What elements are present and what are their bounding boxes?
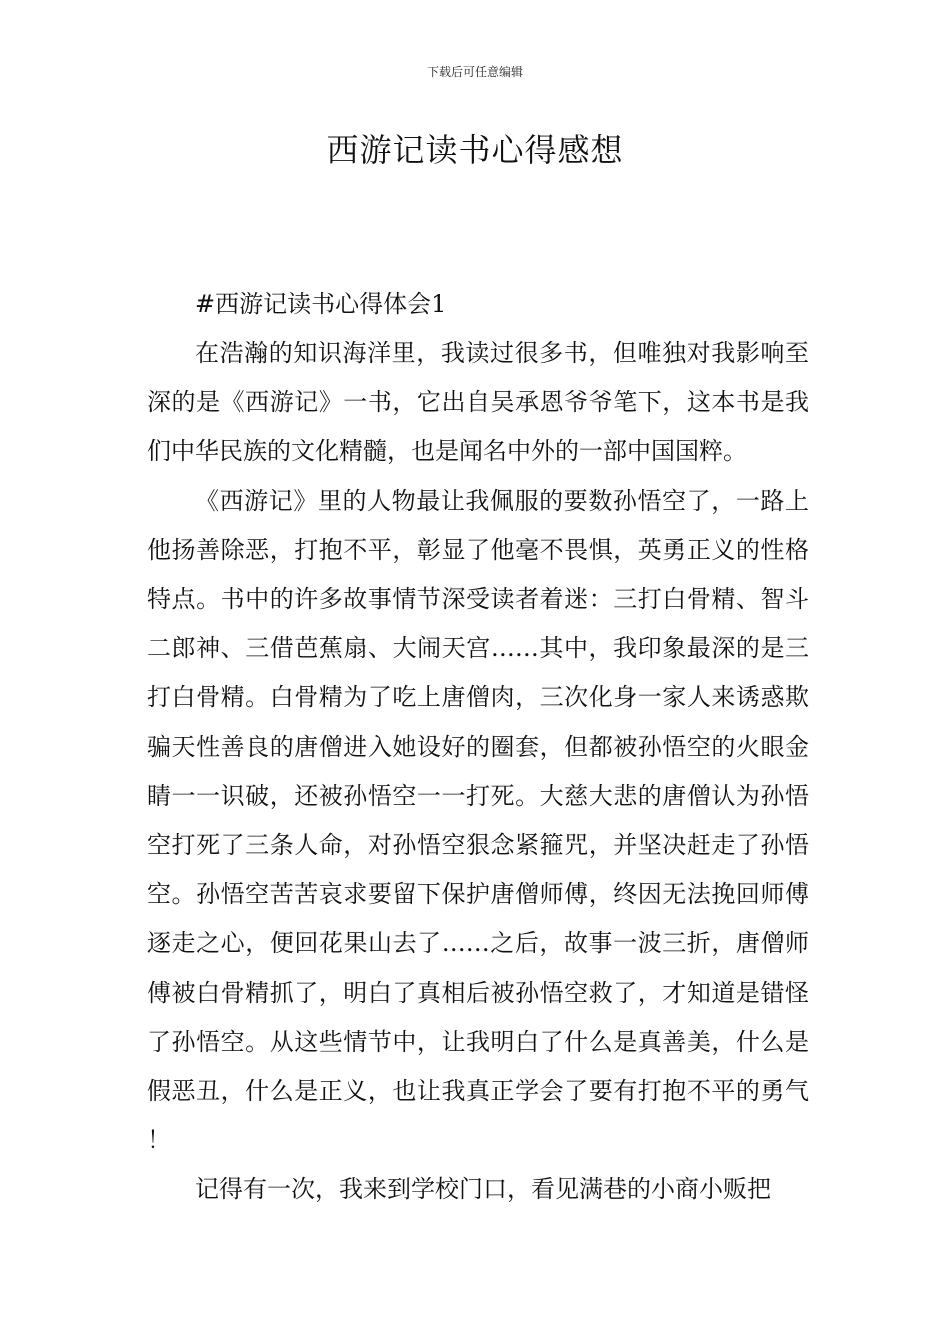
document-title: 西游记读书心得感想: [326, 131, 624, 169]
paragraph-1: 在浩瀚的知识海洋里，我读过很多书，但唯独对我影响至深的是《西游记》一书，它出自吴承恩爷爷笔下，这本书是我们中华民族的文化精髓，也是闻名中外的一部中国国粹。: [147, 339, 809, 466]
header-note: 下载后可任意编辑: [426, 65, 523, 79]
paragraph-3: 记得有一次，我来到学校门口，看见满巷的小商小贩把: [195, 1175, 771, 1204]
paragraph-2: 《西游记》里的人物最让我佩服的要数孙悟空了，一路上他扬善除恶，打抱不平，彰显了他毫不畏惧，英勇正义的性格特点。书中的许多故事情节深受读者着迷：三打白骨精、智斗二郎神、三借芭蕉扇、大闹天宫……其中，我印象最深的是三打白骨精。白骨精为了吃上唐僧肉，三次化身一家人来诱惑欺骗天性善良的唐僧进入她设好的圈套，但都被孙悟空的火眼金睛一一识破，还被孙悟空一一打死。大慈大悲的唐僧认为孙悟空打死了三条人命，对孙悟空狠念紧箍咒，并坚决赶走了孙悟空。孙悟空苦苦哀求要留下保护唐僧师傅，终因无法挽回师傅逐走之心，便回花果山去了……之后，故事一波三折，唐僧师傅被白骨精抓了，明白了真相后被孙悟空救了，才知道是错怪了孙悟空。从这些情节中，让我明白了什么是真善美，什么是假恶丑，什么是正义，也让我真正学会了要有打抱不平的勇气！: [147, 486, 809, 1155]
document-body: [147, 280, 809, 1215]
section-heading: #西游记读书心得体会1: [195, 290, 447, 318]
